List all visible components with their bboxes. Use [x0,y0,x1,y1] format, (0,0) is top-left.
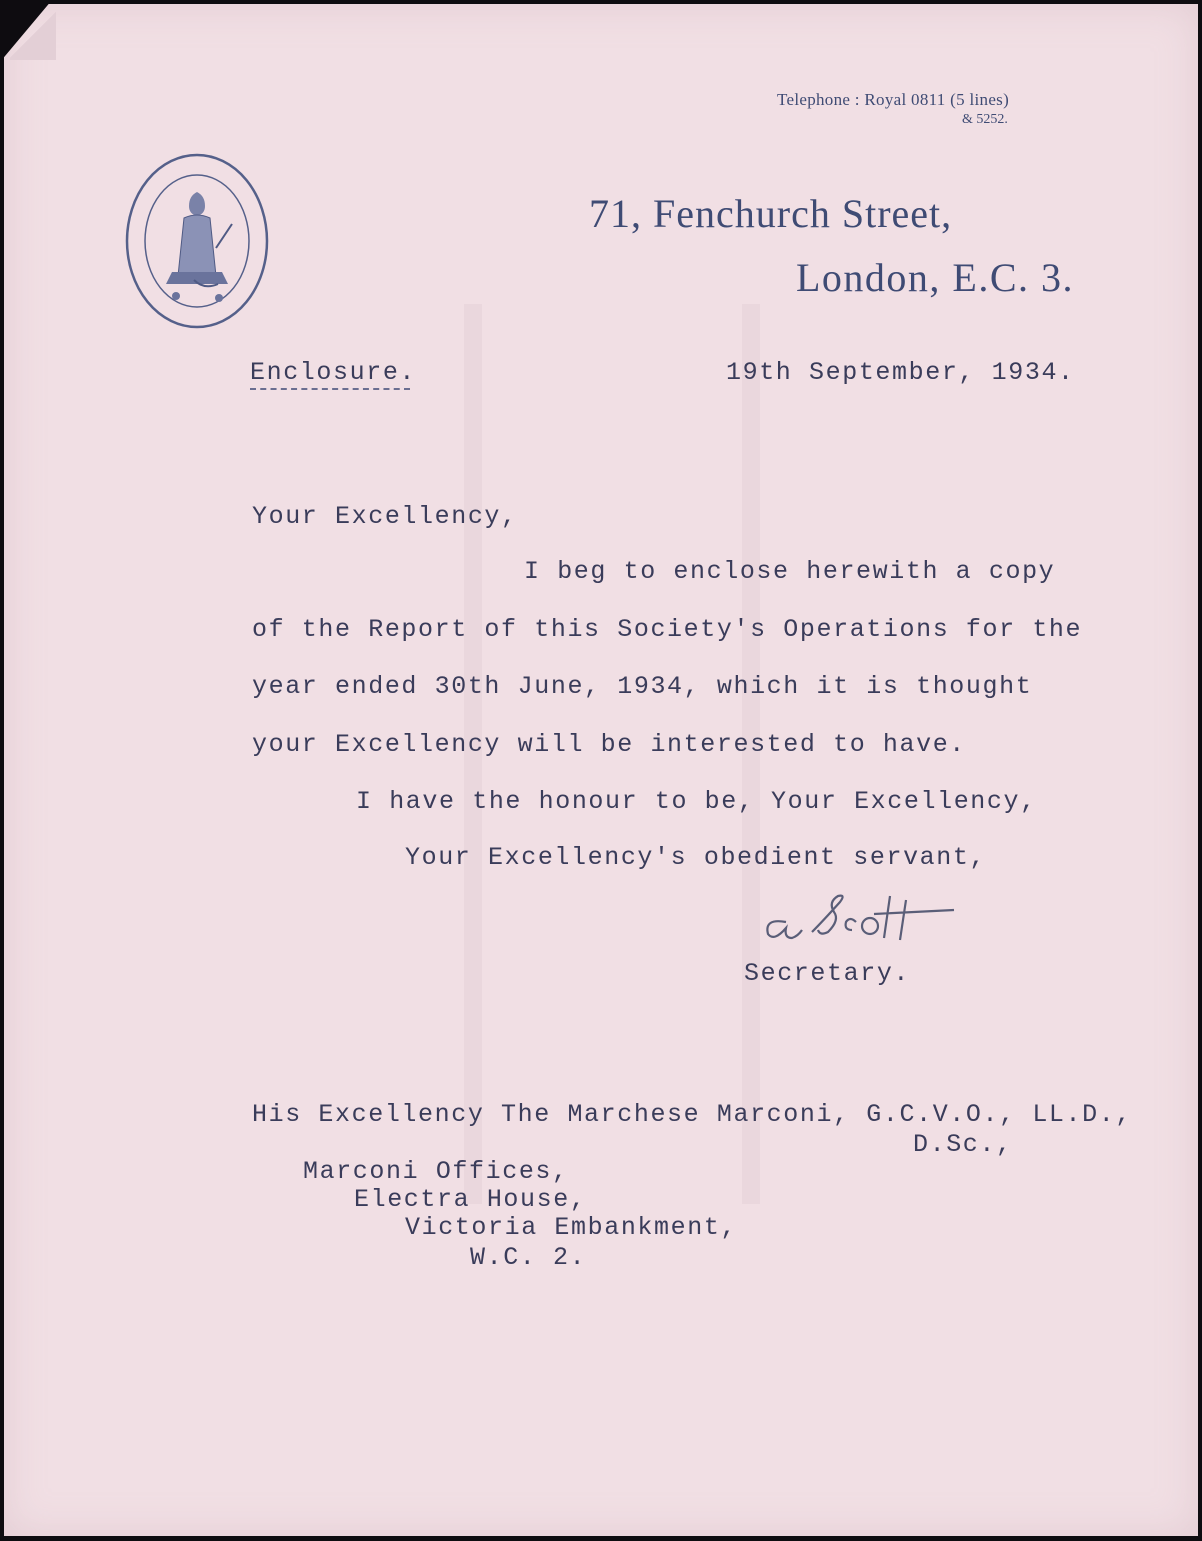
torn-corner [0,0,52,62]
closing-line: I have the honour to be, Your Excellency, [356,787,1037,816]
body-line: year ended 30th June, 1934, which it is thought [252,672,1033,701]
telephone-line: Telephone : Royal 0811 (5 lines) [777,90,1010,109]
recipient-line: His Excellency The Marchese Marconi, G.C.V.O., LL.D., [252,1100,1132,1129]
body-line: of the Report of this Society's Operations for the [252,615,1083,644]
recipient-line: Electra House, [354,1185,587,1214]
recipient-line: Marconi Offices, [303,1157,569,1186]
recipient-line: W.C. 2. [470,1243,587,1272]
letter-page [4,4,1198,1536]
address-street: 71, Fenchurch Street, [589,191,953,236]
lloyds-register-seal-icon [124,152,270,330]
enclosure-label: Enclosure. [250,358,417,387]
closing-line: Your Excellency's obedient servant, [405,843,987,872]
letter-date: 19th September, 1934. [726,358,1075,387]
body-line: I beg to enclose herewith a copy [524,557,1056,586]
address-city: London, E.C. 3. [796,255,1075,300]
salutation: Your Excellency, [252,502,518,531]
recipient-line: D.Sc., [913,1130,1013,1159]
body-line: your Excellency will be interested to have. [252,730,966,759]
enclosure-underline [250,388,410,390]
telephone-line-2: & 5252. [962,112,1008,127]
recipient-line: Victoria Embankment, [405,1213,738,1242]
signatory-title: Secretary. [744,959,911,988]
handwritten-signature [760,886,970,956]
